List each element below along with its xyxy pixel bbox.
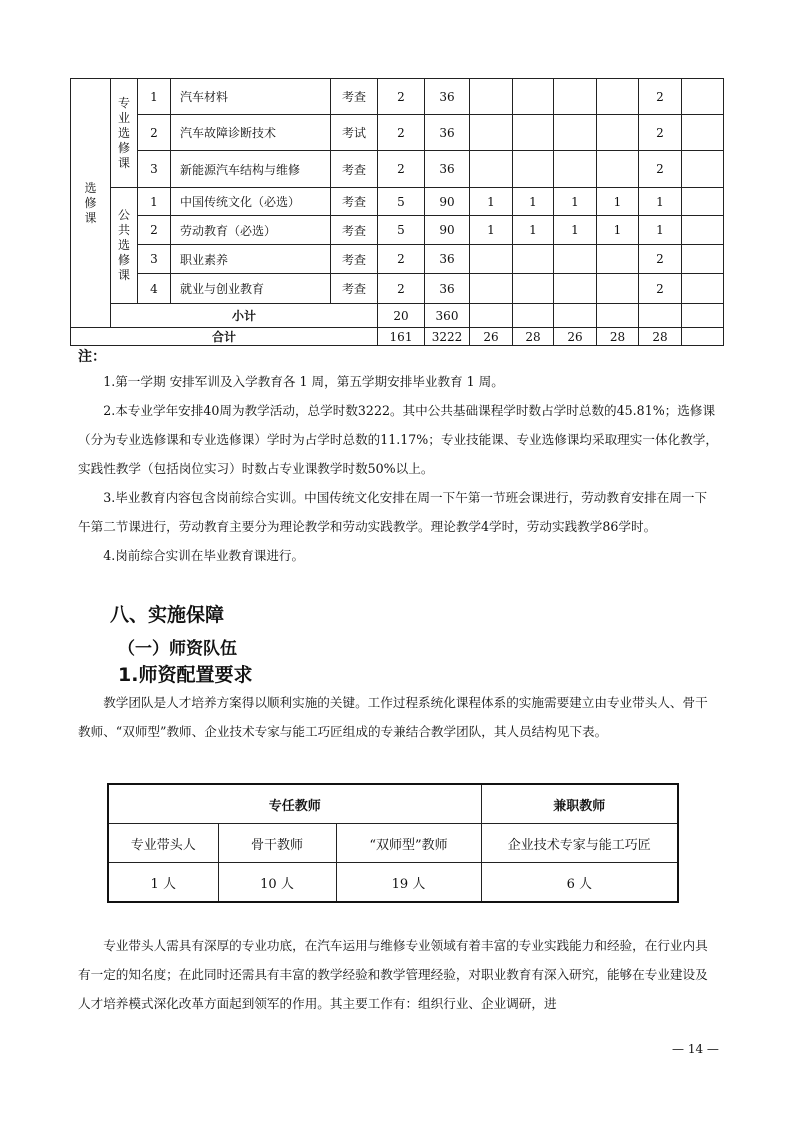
course-name: 新能源汽车结构与维修 (171, 151, 331, 188)
total-semester: 28 (597, 328, 639, 346)
note-item: 2.本专业学年安排40周为教学活动，总学时数3222。其中公共基础课程学时数占学时总数的45.81%；选修课（分为专业选修课和专业选修课）学时为占学时总数的11.17%；专业技能课、专业选修课均采取理实一体化教学，实践性教学（包括岗位实习）时数占专业课教学时数50%以上。 (78, 403, 718, 476)
semester-hours (597, 151, 639, 188)
course-name: 汽车材料 (171, 79, 331, 115)
subsection-heading: （一）师资队伍 (118, 639, 237, 659)
semester-hours: 1 (597, 216, 639, 245)
note-item: 3.毕业教育内容包含岗前综合实训。中国传统文化安排在周一下午第一节班会课进行，劳动教育安排在周一下午第二节课进行，劳动教育主要分为理论教学和劳动实践教学。理论教学4学时，劳动实践教学86学时。 (78, 490, 708, 534)
total-semester: 28 (639, 328, 682, 346)
empty-cell (682, 188, 724, 216)
course-credit: 5 (378, 188, 425, 216)
semester-hours: 1 (513, 188, 554, 216)
course-credit: 2 (378, 79, 425, 115)
semester-hours (554, 274, 597, 304)
course-credit: 2 (378, 115, 425, 151)
course-no: 2 (138, 216, 171, 245)
course-assessment: 考查 (331, 245, 378, 274)
course-assessment: 考查 (331, 79, 378, 115)
group-cell-label: 公共选修课 (117, 208, 130, 282)
table-row (71, 274, 724, 304)
staff-count: 6 人 (481, 863, 678, 903)
course-no: 1 (138, 188, 171, 216)
total-semester: 28 (513, 328, 554, 346)
course-no: 1 (138, 79, 171, 115)
empty-cell (639, 304, 682, 328)
semester-hours (513, 79, 554, 115)
empty-cell (682, 79, 724, 115)
table-row (71, 216, 724, 245)
table-row (71, 151, 724, 188)
semester-hours: 1 (554, 216, 597, 245)
empty-cell (597, 304, 639, 328)
total-hours: 3222 (425, 328, 470, 346)
course-hours: 36 (425, 115, 470, 151)
semester-hours (513, 274, 554, 304)
course-name: 汽车故障诊断技术 (171, 115, 331, 151)
semester-hours: 2 (639, 151, 682, 188)
note-item: 1.第一学期 安排军训及入学教育各 1 周，第五学期安排毕业教育 1 周。 (103, 374, 504, 389)
semester-hours (554, 79, 597, 115)
staff-count: 10 人 (218, 863, 336, 903)
course-hours: 36 (425, 151, 470, 188)
semester-hours (470, 115, 513, 151)
category-cell-label: 选修课 (84, 180, 97, 225)
empty-cell (554, 304, 597, 328)
group-cell (111, 79, 138, 188)
empty-cell (470, 304, 513, 328)
category-cell (71, 79, 111, 328)
course-hours: 36 (425, 245, 470, 274)
course-name: 劳动教育（必选） (171, 216, 331, 245)
semester-hours: 1 (639, 216, 682, 245)
semester-hours (470, 274, 513, 304)
course-name: 中国传统文化（必选） (171, 188, 331, 216)
total-row (71, 328, 724, 346)
semester-hours (470, 79, 513, 115)
parttime-header: 兼职教师 (481, 784, 678, 824)
table-row (71, 188, 724, 216)
staff-col-header: 骨干教师 (218, 824, 336, 863)
empty-cell (682, 304, 724, 328)
semester-hours (597, 79, 639, 115)
staff-table (107, 783, 679, 903)
course-credit: 2 (378, 151, 425, 188)
fulltime-header: 专任教师 (108, 784, 481, 824)
course-hours: 90 (425, 216, 470, 245)
subtotal-row (71, 304, 724, 328)
staff-col-header: “双师型”教师 (336, 824, 481, 863)
semester-hours (597, 245, 639, 274)
staff-col-header: 企业技术专家与能工巧匠 (481, 824, 678, 863)
semester-hours (554, 115, 597, 151)
notes-list (78, 367, 718, 570)
table-row (71, 115, 724, 151)
course-table (70, 78, 724, 346)
course-hours: 36 (425, 274, 470, 304)
course-name: 职业素养 (171, 245, 331, 274)
semester-hours: 2 (639, 245, 682, 274)
total-semester: 26 (554, 328, 597, 346)
empty-cell (682, 245, 724, 274)
semester-hours (513, 151, 554, 188)
table-row (71, 245, 724, 274)
semester-hours: 2 (639, 79, 682, 115)
semester-hours: 1 (470, 188, 513, 216)
table-row (71, 79, 724, 115)
subtotal-hours: 360 (425, 304, 470, 328)
semester-hours: 2 (639, 274, 682, 304)
semester-hours (470, 245, 513, 274)
empty-cell (682, 216, 724, 245)
semester-hours (554, 151, 597, 188)
semester-hours (513, 245, 554, 274)
section-heading: 八、实施保障 (110, 604, 225, 626)
course-credit: 2 (378, 274, 425, 304)
semester-hours: 1 (639, 188, 682, 216)
semester-hours: 1 (597, 188, 639, 216)
empty-cell (682, 151, 724, 188)
total-semester: 26 (470, 328, 513, 346)
total-label: 合计 (71, 328, 378, 346)
course-no: 3 (138, 151, 171, 188)
empty-cell (682, 115, 724, 151)
empty-cell (682, 274, 724, 304)
semester-hours: 1 (554, 188, 597, 216)
subsubsection-heading: 1.师资配置要求 (118, 664, 253, 686)
staff-count: 1 人 (108, 863, 218, 903)
intro-paragraph: 教学团队是人才培养方案得以顺利实施的关键。工作过程系统化课程体系的实施需要建立由专业带头人、骨干教师、“双师型”教师、企业技术专家与能工巧匠组成的专兼结合教学团队，其人员结构见下表。 (78, 695, 708, 739)
semester-hours (513, 115, 554, 151)
course-credit: 5 (378, 216, 425, 245)
empty-cell (513, 304, 554, 328)
course-no: 4 (138, 274, 171, 304)
course-assessment: 考查 (331, 188, 378, 216)
semester-hours (597, 115, 639, 151)
semester-hours (554, 245, 597, 274)
page-number: — 14 — (672, 1042, 719, 1056)
course-name: 就业与创业教育 (171, 274, 331, 304)
semester-hours (470, 151, 513, 188)
course-no: 2 (138, 115, 171, 151)
course-assessment: 考查 (331, 151, 378, 188)
group-cell (111, 188, 138, 304)
total-credit: 161 (378, 328, 425, 346)
course-assessment: 考查 (331, 274, 378, 304)
course-hours: 36 (425, 79, 470, 115)
note-item: 4.岗前综合实训在毕业教育课进行。 (103, 548, 305, 563)
semester-hours (597, 274, 639, 304)
staff-count: 19 人 (336, 863, 481, 903)
closing-paragraph: 专业带头人需具有深厚的专业功底，在汽车运用与维修专业领域有着丰富的专业实践能力和经验，在行业内具有一定的知名度；在此同时还需具有丰富的教学经验和教学管理经验，对职业教育有深入研究，能够在专业建设及人才培养模式深化改革方面起到领军的作用。其主要工作有：组织行业、企业调研，进 (78, 938, 708, 1011)
subtotal-credit: 20 (378, 304, 425, 328)
course-credit: 2 (378, 245, 425, 274)
course-assessment: 考查 (331, 216, 378, 245)
subtotal-label: 小计 (111, 304, 378, 328)
course-no: 3 (138, 245, 171, 274)
staff-col-header: 专业带头人 (108, 824, 218, 863)
empty-cell (682, 328, 724, 346)
semester-hours: 1 (470, 216, 513, 245)
semester-hours: 1 (513, 216, 554, 245)
notes-heading: 注： (78, 349, 106, 365)
semester-hours: 2 (639, 115, 682, 151)
course-hours: 90 (425, 188, 470, 216)
group-cell-label: 专业选修课 (117, 95, 130, 170)
course-assessment: 考试 (331, 115, 378, 151)
